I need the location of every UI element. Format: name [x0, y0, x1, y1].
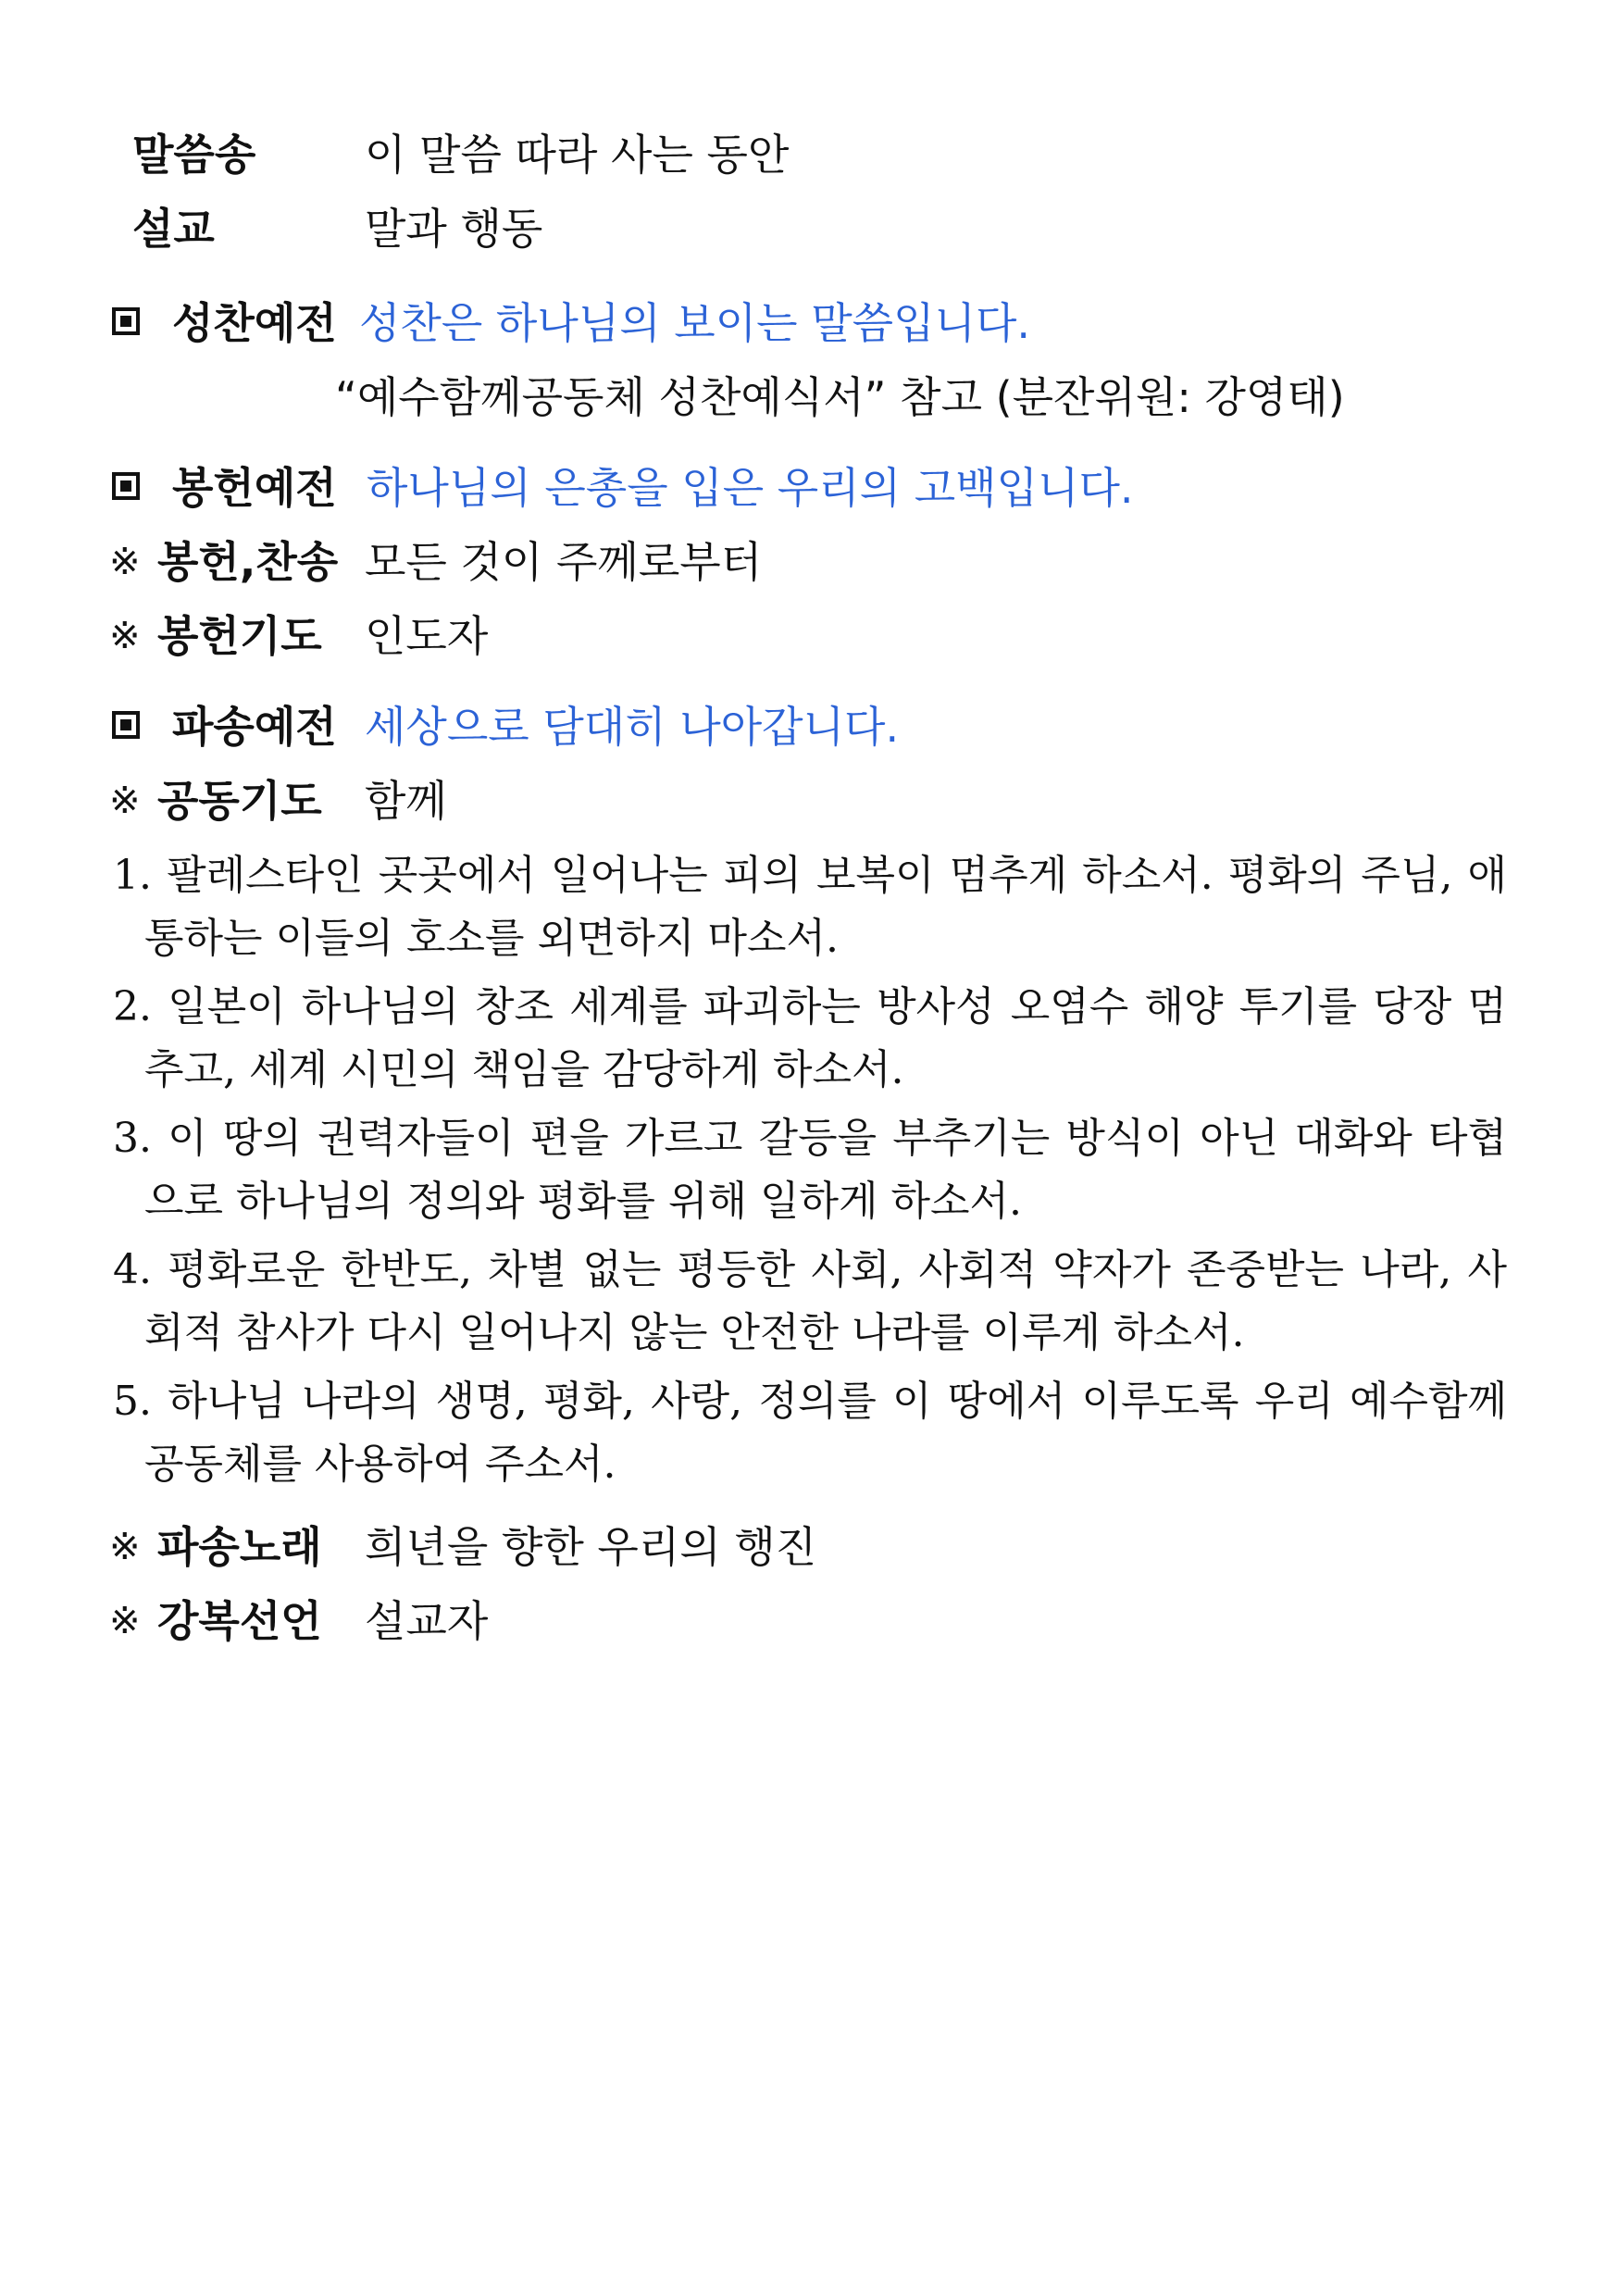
prayer-text: 평화로운 한반도, 차별 없는 평등한 사회, 사회적 약자가 존중받는 나라, 사회적 참사가 다시 일어나지 않는 안전한 나라를 이루게 하소서. [144, 1246, 1507, 1356]
offering-song-label: 봉헌,찬송 [157, 537, 339, 587]
benediction-value: 설교자 [365, 1596, 489, 1646]
offering-value: 하나님의 은총을 입은 우리의 고백입니다. [367, 463, 1134, 513]
square-bullet-icon [112, 711, 140, 739]
reference-mark-icon: ※ [109, 780, 141, 822]
prayer-list [113, 844, 1507, 1502]
scripture-song-label: 말씀송 [132, 130, 256, 180]
reference-mark-icon: ※ [109, 541, 141, 583]
communion-note: “예수함께공동체 성찬예식서” 참고 (분잔위원: 강영태) [335, 372, 1345, 422]
sending-label: 파송예전 [172, 702, 337, 752]
square-bullet-icon [112, 472, 140, 500]
square-bullet-icon [112, 307, 140, 335]
benediction-label: 강복선언 [157, 1596, 322, 1646]
list-item [113, 1370, 1507, 1496]
sermon-value: 말과 행동 [365, 204, 543, 254]
prayer-text: 팔레스타인 곳곳에서 일어나는 피의 보복이 멈추게 하소서. 평화의 주님, 애통하는 이들의 호소를 외면하지 마소서. [144, 852, 1507, 962]
prayer-number: 2. [113, 983, 152, 1030]
scripture-song-value: 이 말씀 따라 사는 동안 [365, 130, 790, 180]
prayer-number: 3. [113, 1115, 152, 1162]
offering-prayer-value: 인도자 [365, 611, 489, 661]
reference-mark-icon: ※ [109, 1526, 141, 1568]
prayer-text: 하나님 나라의 생명, 평화, 사랑, 정의를 이 땅에서 이루도록 우리 예수함께공동체를 사용하여 주소서. [144, 1378, 1507, 1488]
list-item [113, 1239, 1507, 1365]
offering-prayer-label: 봉헌기도 [157, 611, 322, 661]
list-item [113, 976, 1507, 1102]
communion-label: 성찬예전 [172, 298, 337, 348]
communion-value: 성찬은 하나님의 보이는 말씀입니다. [359, 298, 1031, 348]
reference-mark-icon: ※ [109, 615, 141, 657]
offering-label: 봉헌예전 [172, 463, 337, 513]
sermon-label: 설교 [132, 204, 215, 254]
sending-song-label: 파송노래 [157, 1522, 322, 1572]
reference-mark-icon: ※ [109, 1600, 141, 1642]
prayer-text: 일본이 하나님의 창조 세계를 파괴하는 방사성 오염수 해양 투기를 당장 멈추고, 세계 시민의 책임을 감당하게 하소서. [144, 983, 1507, 1093]
offering-song-value: 모든 것이 주께로부터 [365, 537, 763, 587]
list-item [113, 844, 1507, 970]
common-prayer-label: 공동기도 [157, 776, 322, 826]
sending-value: 세상으로 담대히 나아갑니다. [365, 702, 900, 752]
prayer-text: 이 땅의 권력자들이 편을 가르고 갈등을 부추기는 방식이 아닌 대화와 타협으로 하나님의 정의와 평화를 위해 일하게 하소서. [144, 1115, 1507, 1225]
list-item [113, 1107, 1507, 1233]
common-prayer-value: 함께 [365, 776, 447, 826]
prayer-number: 4. [113, 1246, 152, 1293]
prayer-number: 1. [113, 852, 152, 899]
sending-song-value: 희년을 향한 우리의 행진 [365, 1522, 817, 1572]
prayer-number: 5. [113, 1378, 152, 1425]
